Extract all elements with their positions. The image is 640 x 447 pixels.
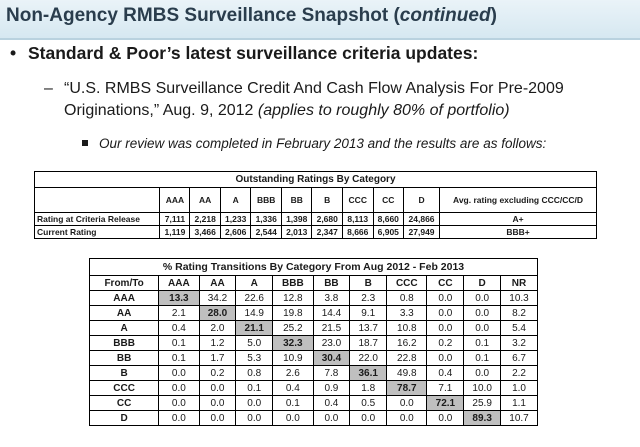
table-cell: 22.8 [387,351,427,366]
table-cell: 0.8 [236,366,273,381]
table-cell: 10.0 [464,381,501,396]
table-cell: 2,013 [281,226,312,239]
table-cell: 89.3 [464,411,501,426]
table-cell: 0.1 [273,396,313,411]
table-cell: 2.3 [350,291,387,306]
row-label: CCC [90,381,159,396]
row-label: B [90,366,159,381]
column-header: Avg. rating excluding CCC/CC/D [440,188,597,213]
table-cell: 2,544 [251,226,282,239]
table-cell: 24,866 [404,213,440,226]
table-caption: Outstanding Ratings By Category [35,172,597,188]
slide-title-main: Non-Agency RMBS Surveillance Snapshot ( [6,5,400,26]
table-cell: 19.8 [273,306,313,321]
column-header: CCC [387,276,427,291]
table-cell: 13.3 [159,291,199,306]
table-cell: 5.0 [236,336,273,351]
column-header: NR [501,276,538,291]
table-cell: 34.2 [199,291,236,306]
table-cell: 8,113 [343,213,374,226]
table-cell: 9.1 [350,306,387,321]
table-cell: 10.7 [501,411,538,426]
row-label: BBB [90,336,159,351]
main-bullet [10,43,478,64]
column-header: BBB [273,276,313,291]
table-cell: 0.0 [387,396,427,411]
table-caption: % Rating Transitions By Category From Aug 2012 - Feb 2013 [90,259,538,276]
table-cell: 0.4 [313,396,350,411]
table-cell: 10.3 [501,291,538,306]
table-cell: 0.0 [199,381,236,396]
column-header: BBB [251,188,282,213]
column-header: AA [199,276,236,291]
row-label: BB [90,351,159,366]
column-header: D [464,276,501,291]
table-cell: 2.6 [273,366,313,381]
table-cell: 0.0 [273,411,313,426]
table-cell: 7.1 [427,381,464,396]
review-note [82,136,546,151]
table-cell: 2.2 [501,366,538,381]
table-cell: BBB+ [440,226,597,239]
table-cell: 2.0 [199,321,236,336]
table-cell: 0.2 [427,336,464,351]
square-bullet-icon [82,140,88,146]
table-cell: 2,218 [190,213,221,226]
table-row [90,336,538,351]
row-label: Current Rating [35,226,160,239]
table-caption-row [35,172,597,188]
row-label: AA [90,306,159,321]
table-cell: 0.0 [427,411,464,426]
table-cell: 0.0 [387,411,427,426]
table-cell: 0.0 [427,291,464,306]
table-cell: 0.1 [159,336,199,351]
slide-title-close: ) [490,5,497,26]
table-cell: 0.4 [159,321,199,336]
table-cell: 0.0 [236,411,273,426]
table-row [90,366,538,381]
table-cell: 5.3 [236,351,273,366]
column-header: D [404,188,440,213]
table-cell: 27,949 [404,226,440,239]
column-header: AAA [159,276,199,291]
column-header: AAA [160,188,190,213]
table-cell: 0.4 [273,381,313,396]
column-header: BB [313,276,350,291]
table-caption-row [90,259,538,276]
table-cell: 25.2 [273,321,313,336]
table-cell: 28.0 [199,306,236,321]
title-bar [0,0,640,40]
column-header: A [236,276,273,291]
table-cell: 72.1 [427,396,464,411]
table-cell: 1.8 [350,381,387,396]
table-cell: 23.0 [313,336,350,351]
row-label: Rating at Criteria Release [35,213,160,226]
table-cell: 0.0 [159,366,199,381]
table-cell: 0.1 [464,351,501,366]
table-cell: 49.8 [387,366,427,381]
table-header-row [90,276,538,291]
table-cell: 36.1 [350,366,387,381]
table-cell: 1,336 [251,213,282,226]
table-cell: 0.0 [464,366,501,381]
table-cell: 10.8 [387,321,427,336]
table-cell: 0.1 [159,351,199,366]
column-header: B [312,188,343,213]
row-label: A [90,321,159,336]
dash-mark: – [44,80,53,97]
table-cell: 2,680 [312,213,343,226]
table-cell: 0.1 [464,336,501,351]
table-cell: 0.0 [464,321,501,336]
table-cell: 0.0 [236,396,273,411]
table-cell: 3,466 [190,226,221,239]
criteria-text [64,78,624,122]
table-cell: 0.4 [427,366,464,381]
table-cell: 0.0 [464,306,501,321]
criteria-note: (applies to roughly 80% of portfolio) [257,102,510,119]
table-cell: 0.0 [313,411,350,426]
table-cell: 78.7 [387,381,427,396]
column-header: AA [190,188,221,213]
table-cell: 0.5 [350,396,387,411]
table-cell: 2,347 [312,226,343,239]
table-cell: 0.9 [313,381,350,396]
table-cell: 3.2 [501,336,538,351]
column-header: CCC [343,188,374,213]
table-cell: 6.7 [501,351,538,366]
row-label: CC [90,396,159,411]
table-cell: 30.4 [313,351,350,366]
table-cell: 2.1 [159,306,199,321]
table-cell: 0.0 [427,306,464,321]
table-header-row [35,188,597,213]
slide-title [6,5,497,27]
table-cell: 0.0 [159,411,199,426]
table-row [90,411,538,426]
table-cell: 14.4 [313,306,350,321]
row-label: D [90,411,159,426]
table-cell: 0.0 [159,381,199,396]
table-cell: 2,606 [220,226,251,239]
table-cell: 0.0 [427,321,464,336]
table-cell: 1,233 [220,213,251,226]
table-cell: 7.8 [313,366,350,381]
table-cell: 0.0 [350,411,387,426]
table-cell: 5.4 [501,321,538,336]
table-cell: 8,660 [373,213,404,226]
column-header: A [220,188,251,213]
table-cell: 6,905 [373,226,404,239]
table-row [90,321,538,336]
table-cell: 0.0 [199,396,236,411]
column-header: From/To [90,276,159,291]
table-cell: 14.9 [236,306,273,321]
table-cell: 3.3 [387,306,427,321]
column-header: CC [373,188,404,213]
table-cell: 8,666 [343,226,374,239]
slide-title-italic: continued [399,5,491,26]
table-cell: 1,398 [281,213,312,226]
column-header: B [350,276,387,291]
row-label: AAA [90,291,159,306]
table-row [35,213,597,226]
table-cell: 0.0 [159,396,199,411]
table-row [90,306,538,321]
criteria-title: “U.S. RMBS Surveillance Credit And Cash Flow Analysis For Pre-2009 Originations,” Aug. 9, 2012 [64,80,564,119]
rating-transitions-table [89,258,538,426]
table-cell: 22.6 [236,291,273,306]
table-cell: 10.9 [273,351,313,366]
table-cell: 0.8 [387,291,427,306]
table-cell: 21.1 [236,321,273,336]
table-cell: 25.9 [464,396,501,411]
table-cell: 0.1 [236,381,273,396]
table-cell: 1.0 [501,381,538,396]
table-cell: 8.2 [501,306,538,321]
table-cell: 1.1 [501,396,538,411]
table-cell: 21.5 [313,321,350,336]
table-cell: 13.7 [350,321,387,336]
table-row [35,226,597,239]
table-cell: 16.2 [387,336,427,351]
table-cell: A+ [440,213,597,226]
table-cell: 12.8 [273,291,313,306]
table-cell: 0.2 [199,366,236,381]
main-bullet-text: Standard & Poor’s latest surveillance criteria updates: [28,43,479,63]
table-cell: 0.0 [464,291,501,306]
table-cell: 1.7 [199,351,236,366]
table-row [90,351,538,366]
table-cell: 1.2 [199,336,236,351]
table-cell: 32.3 [273,336,313,351]
table-row [90,291,538,306]
review-note-text: Our review was completed in February 2013 and the results are as follows: [99,136,547,151]
table-cell: 0.0 [199,411,236,426]
table-cell: 22.0 [350,351,387,366]
table-cell: 18.7 [350,336,387,351]
column-header: CC [427,276,464,291]
table-cell: 7,111 [160,213,190,226]
outstanding-ratings-table [34,171,597,239]
table-cell: 3.8 [313,291,350,306]
table-row [90,381,538,396]
bullet-mark: • [10,43,17,63]
table-row [90,396,538,411]
table-cell: 0.0 [427,351,464,366]
column-header: BB [281,188,312,213]
column-header [35,188,160,213]
table-cell: 1,119 [160,226,190,239]
